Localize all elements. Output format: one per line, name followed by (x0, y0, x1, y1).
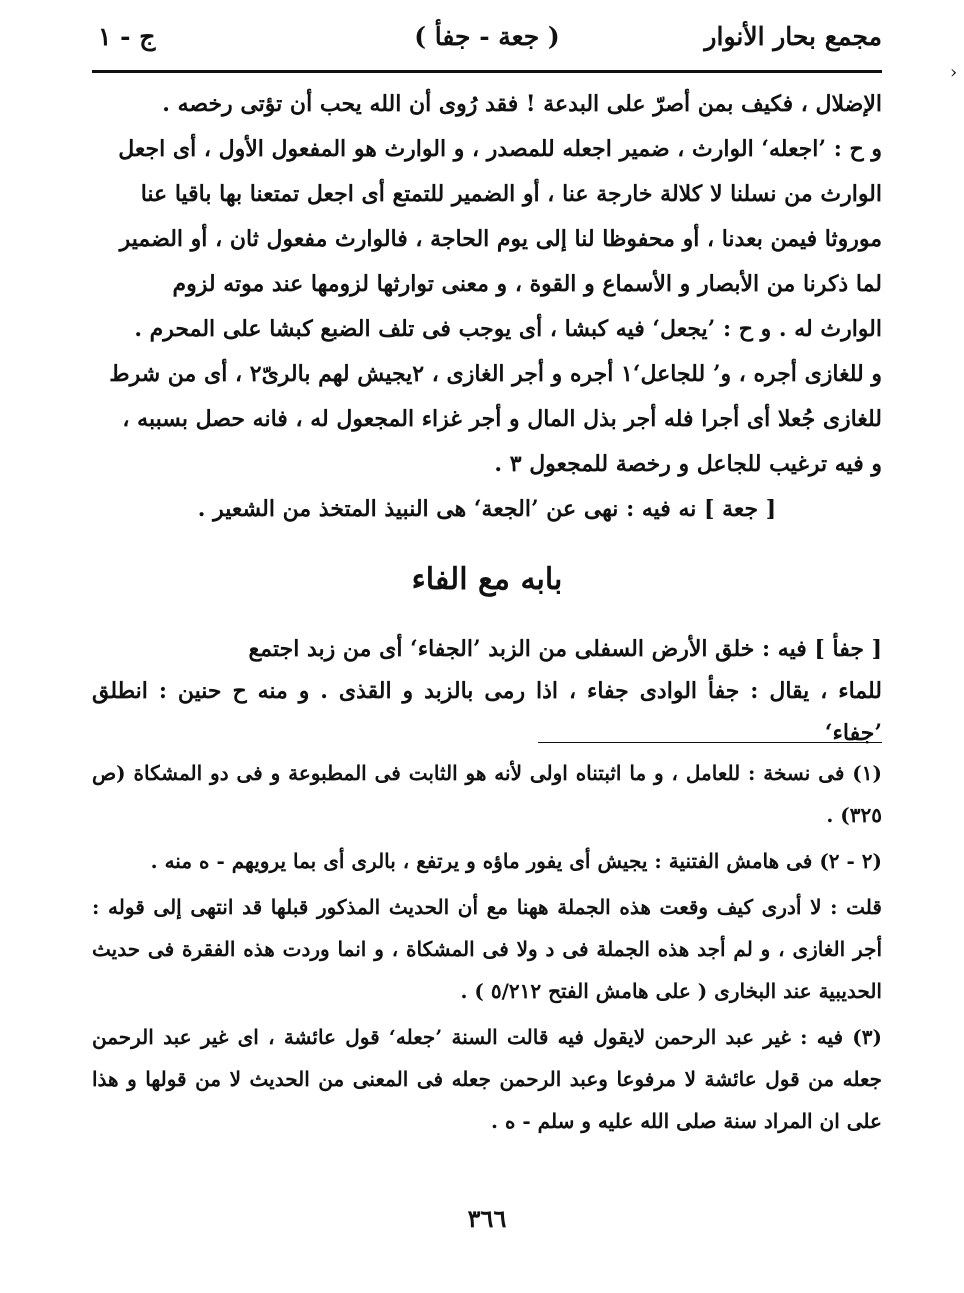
text-line: الوارث من نسلنا لا كلالة خارجة عنا ، أو الضمير للتمتع أى اجعل تمتعنا بها باقيا عنا (140, 181, 882, 207)
page-number: ٣٦٦ (467, 1204, 507, 1233)
footnote-2: (٢ - ٢) فى هامش الفتنية : يجيش أى يفور ماؤه و يرتفع ، بالرى أى بما يرويهم - ه منه . (150, 849, 882, 873)
text-line: للغازى جُعلا أى أجرا فله أجر بذل المال و أجر غزاء المجعول له ، فانه حصل بسببه ، (122, 406, 882, 432)
section-heading: بابه مع الفاء (411, 562, 563, 597)
text-line: و ح : ’اجعله‘ الوارث ، ضمير اجعله للمصدر ، و الوارث هو المفعول الأول ، أى اجعل (118, 136, 882, 162)
entry-jua: [ جعة ] نه فيه : نهى عن ’الجعة‘ هى النبيذ المتخذ من الشعير . (197, 496, 777, 522)
text-line: [ جفأ ] فيه : خلق الأرض السفلى من الزبد ’الجفاء‘ أى من زبد اجتمع (248, 636, 882, 662)
margin-mark: › (950, 62, 958, 83)
footnotes (92, 752, 882, 1146)
text-line: للماء ، يقال : جفأ الوادى جفاء ، اذا رمى بالزبد و القذى . و منه ح حنين : انطلق ’جفاء‘ (92, 678, 882, 746)
main-text (92, 82, 882, 532)
book-title: مجمع بحار الأنوار (704, 22, 882, 51)
volume-label: ج - ١ (98, 22, 156, 51)
footnote-2-comment: قلت : لا أدرى كيف وقعت هذه الجملة ههنا مع أن الحديث المذكور قبلها قد انتهى إلى قوله : أجر الغازى ، و لم أجد هذه الجملة فى د ولا فى المشكاة ، و انما وردت هذه الفقرة فى حديث الحديبية عند البخارى ( على هامش الفتح ٥/٢١٢ ) . (92, 895, 882, 1003)
footnote-rule (538, 742, 882, 743)
entry-range: ( جعة - جفأ ) (414, 22, 560, 51)
footnote-3: (٣) فيه : غير عبد الرحمن لايقول فيه قالت السنة ’جعله‘ قول عائشة ، اى غير عبد الرحمن جعله من قول عائشة لا مرفوعا وعبد الرحمن جعله فى المعنى من الحديث لا من قولها و هذا على ان المراد سنة صلى الله عليه و سلم - ه . (92, 1025, 882, 1133)
header-rule (92, 70, 882, 73)
text-line: و للغازى أجره ، و’ للجاعل‘١ أجره و أجر الغازى ، ٢يجيش لهم بالرىّ٢ ، أى من شرط (109, 361, 882, 387)
text-line: الإضلال ، فكيف بمن أصرّ على البدعة ! فقد رُوى أن الله يحب أن تؤتى رخصه . (162, 91, 882, 117)
entry-jufa (92, 628, 882, 754)
text-line: موروثا فيمن بعدنا ، أو محفوظا لنا إلى يوم الحاجة ، فالوارث مفعول ثان ، أو الضمير (119, 226, 882, 252)
footnote-1: (١) فى نسخة : للعامل ، و ما اثبتناه اولى لأنه هو الثابت فى المطبوعة و فى دو المشكاة (ص ٣٢٥) . (92, 761, 882, 827)
text-line: لما ذكرنا من الأبصار و الأسماع و القوة ، و معنى توارثها لزومها عند موته لزوم (172, 271, 882, 297)
text-line: الوارث له . و ح : ’يجعل‘ فيه كبشا ، أى يوجب فى تلف الضبع كبشا على المحرم . (134, 316, 882, 342)
text-line: و فيه ترغيب للجاعل و رخصة للمجعول ٣ . (494, 451, 882, 477)
running-header (92, 18, 882, 62)
